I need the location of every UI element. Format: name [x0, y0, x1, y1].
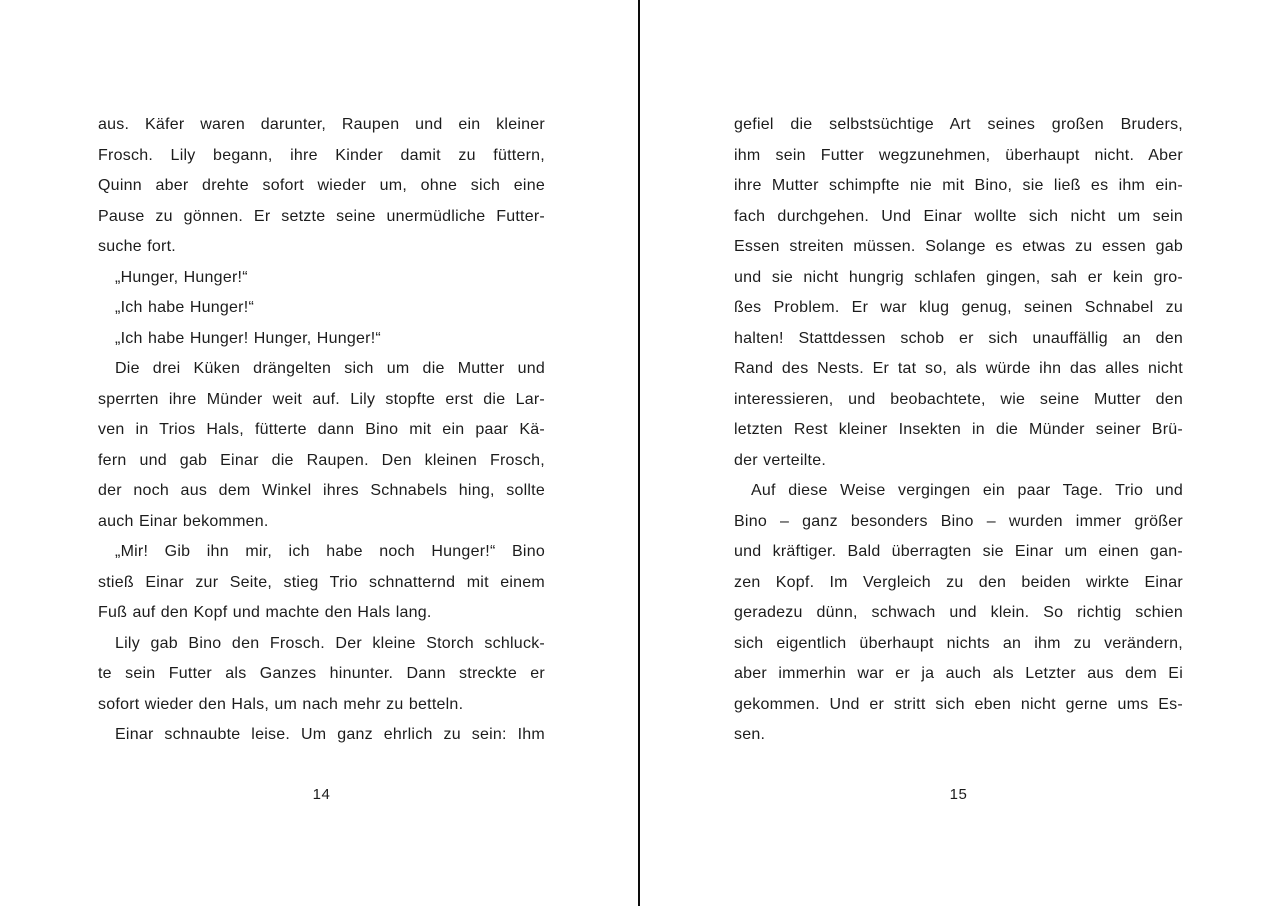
text-line: aber immerhin war er ja auch als Letzter aus dem Ei	[734, 665, 1183, 682]
text-line: zen Kopf. Im Vergleich zu den beiden wirkte Einar	[734, 573, 1183, 591]
text-line: der verteilte.	[734, 451, 827, 469]
text-line: Bino – ganz besonders Bino – wurden immer größer	[734, 512, 1183, 530]
text-line: der noch aus dem Winkel ihres Schnabels hing, sollte	[98, 482, 545, 499]
text-line: sperrten ihre Münder weit auf. Lily stopfte erst die Lar-	[98, 390, 545, 408]
text-line: und sie nicht hungrig schlafen gingen, sah er kein gro-	[734, 268, 1183, 286]
text-line: stieß Einar zur Seite, stieg Trio schnatternd mit einem	[98, 573, 545, 591]
text-line: letzten Rest kleiner Insekten in die Münder seiner Brü-	[734, 421, 1183, 438]
text-line: Essen streiten müssen. Solange es etwas zu essen gab	[734, 238, 1183, 255]
text-line: fach durchgehen. Und Einar wollte sich nicht um sein	[734, 207, 1183, 225]
text-line: suche fort.	[98, 238, 176, 255]
text-line: interessieren, und beobachtete, wie seine Mutter den	[734, 390, 1183, 408]
text-line: fern und gab Einar die Raupen. Den kleinen Frosch,	[98, 451, 545, 469]
text-line: auch Einar bekommen.	[98, 512, 269, 530]
text-line: Rand des Nests. Er tat so, als würde ihn das alles nicht	[734, 360, 1183, 377]
text-line: sen.	[734, 726, 766, 743]
text-line: sofort wieder den Hals, um nach mehr zu betteln.	[98, 695, 464, 713]
text-line: „Mir! Gib ihn mir, ich habe noch Hunger!“ Bino	[115, 543, 545, 560]
text-line: „Ich habe Hunger! Hunger, Hunger!“	[115, 329, 381, 347]
text-line: gefiel die selbstsüchtige Art seines großen Bruders,	[734, 116, 1183, 133]
text-line: Fuß auf den Kopf und machte den Hals lang.	[98, 604, 432, 621]
page-left-text	[98, 110, 545, 751]
text-line: Frosch. Lily begann, ihre Kinder damit zu füttern,	[98, 146, 545, 164]
text-line: Die drei Küken drängelten sich um die Mutter und	[115, 360, 545, 377]
text-line: ihm sein Futter wegzunehmen, überhaupt nicht. Aber	[734, 146, 1183, 164]
text-line: „Hunger, Hunger!“	[115, 268, 248, 286]
text-line: „Ich habe Hunger!“	[115, 299, 255, 316]
text-line: aus. Käfer waren darunter, Raupen und ein kleiner	[98, 116, 545, 133]
text-line: geradezu dünn, schwach und klein. So richtig schien	[734, 604, 1183, 621]
text-line: Quinn aber drehte sofort wieder um, ohne sich eine	[98, 177, 545, 194]
page-divider-rule	[638, 0, 640, 906]
text-line: Auf diese Weise vergingen ein paar Tage. Trio und	[751, 482, 1183, 499]
text-line: ihre Mutter schimpfte nie mit Bino, sie ließ es ihm ein-	[734, 177, 1183, 194]
text-line: ßes Problem. Er war klug genug, seinen Schnabel zu	[734, 299, 1183, 316]
text-line: ven in Trios Hals, fütterte dann Bino mit ein paar Kä-	[98, 421, 545, 438]
text-line: te sein Futter als Ganzes hinunter. Dann streckte er	[98, 665, 545, 682]
text-line: gekommen. Und er stritt sich eben nicht gerne ums Es-	[734, 695, 1183, 713]
page-number-right: 15	[949, 786, 968, 803]
page-number-left: 14	[312, 786, 331, 803]
text-line: Einar schnaubte leise. Um ganz ehrlich zu sein: Ihm	[115, 726, 545, 743]
text-line: halten! Stattdessen schob er sich unauffällig an den	[734, 329, 1183, 347]
text-line: Lily gab Bino den Frosch. Der kleine Storch schluck-	[115, 634, 545, 652]
text-line: und kräftiger. Bald überragten sie Einar um einen gan-	[734, 543, 1183, 560]
text-line: sich eigentlich überhaupt nichts an ihm zu verändern,	[734, 634, 1183, 652]
page-right-text	[734, 110, 1183, 751]
text-line: Pause zu gönnen. Er setzte seine unermüdliche Futter-	[98, 207, 545, 225]
